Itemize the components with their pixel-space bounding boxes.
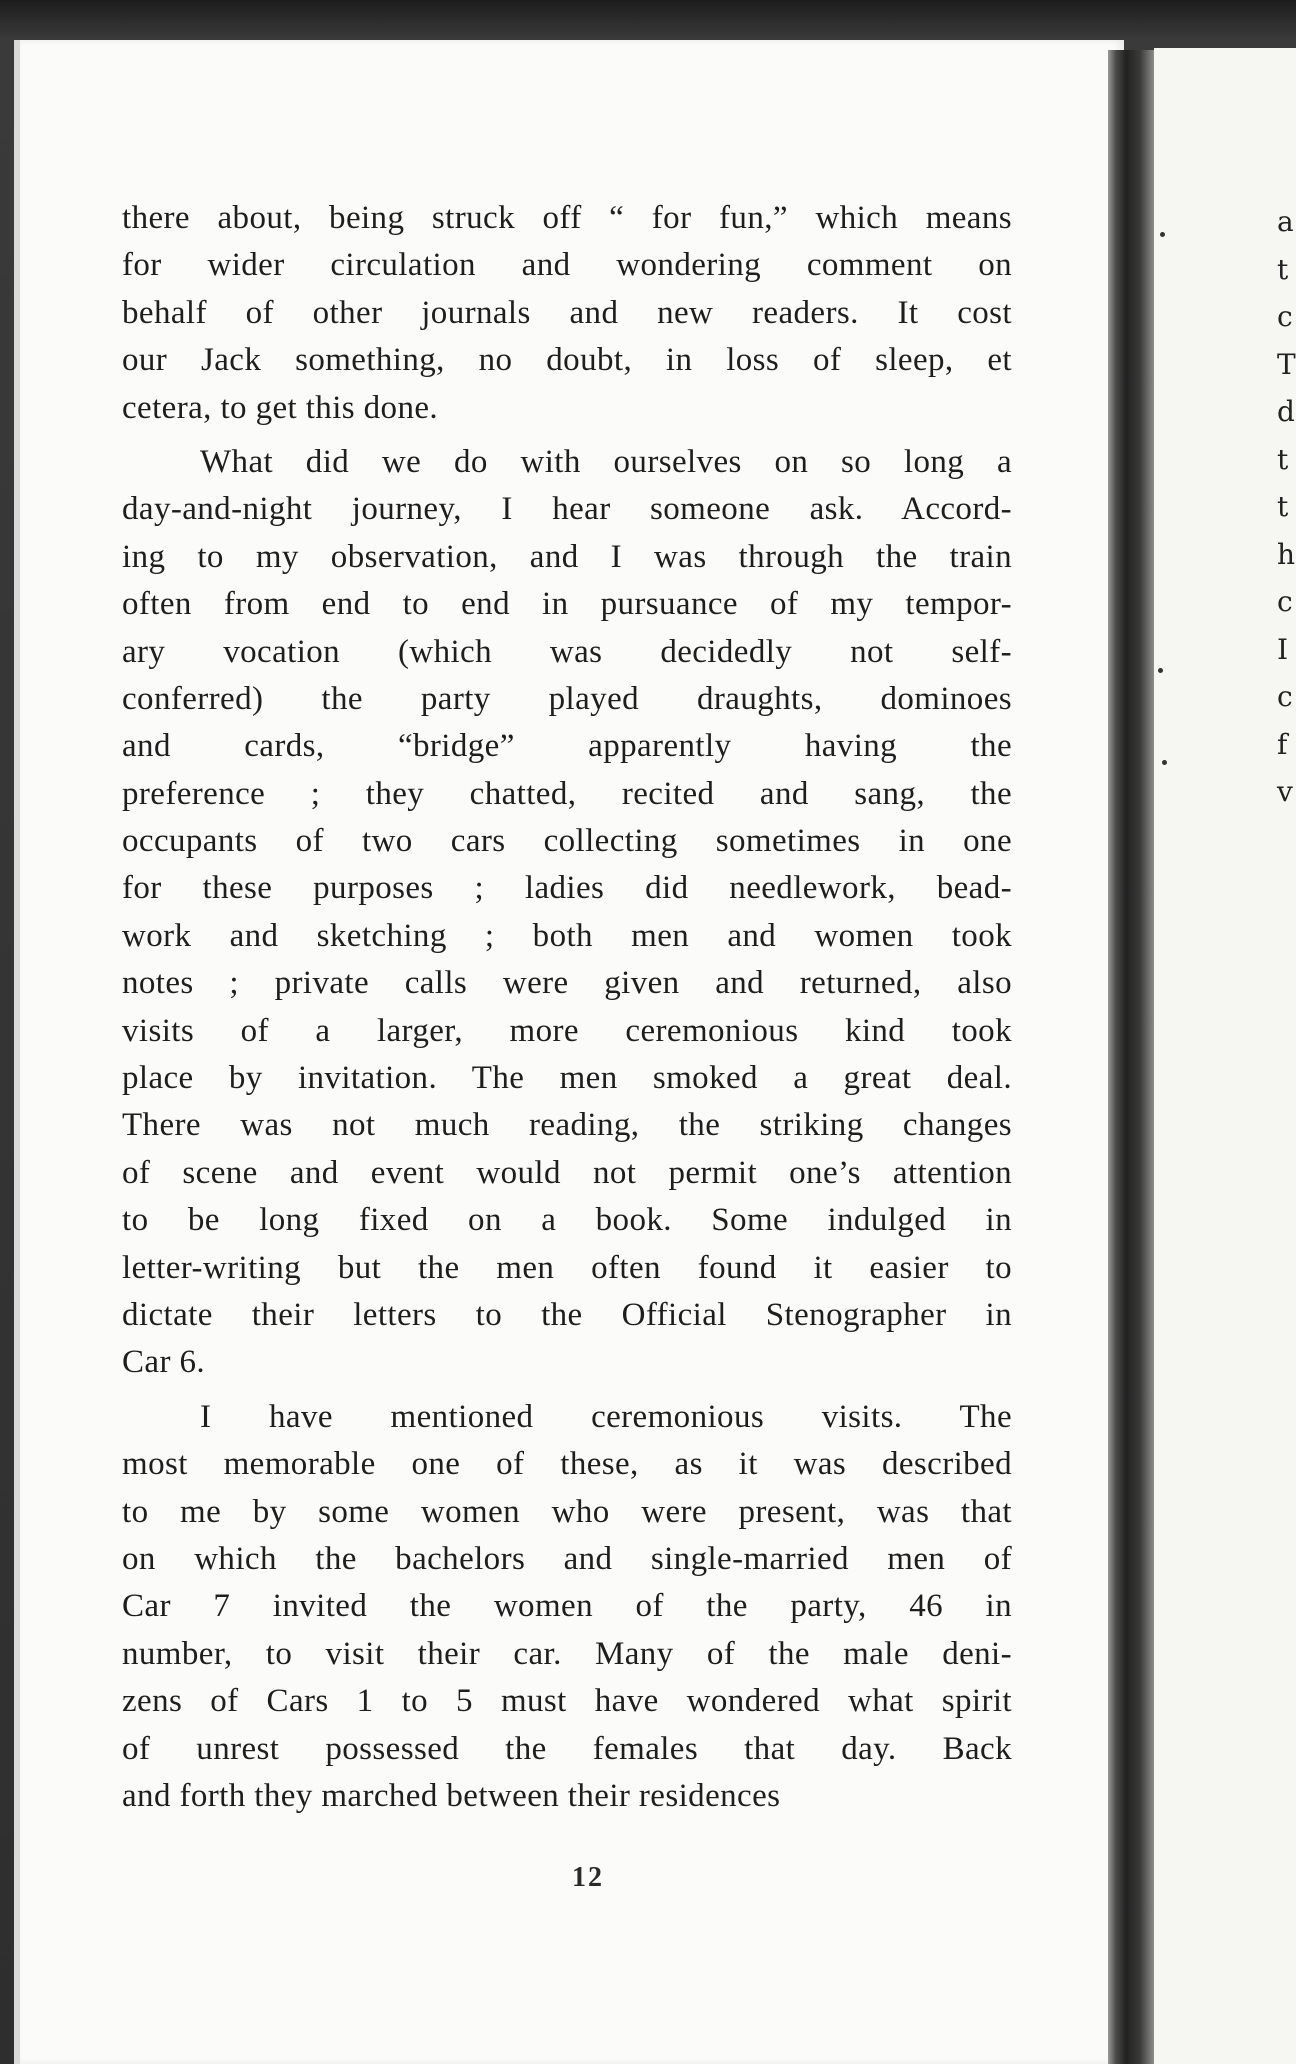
text-line: preference ; they chatted, recited and sang, the — [122, 775, 1012, 812]
text-line: for these purposes ; ladies did needlework, bead- — [122, 870, 1012, 907]
facing-page-letter: a — [1277, 205, 1294, 238]
paragraph — [122, 195, 1012, 432]
right-page-edge — [1154, 48, 1296, 2064]
text-line: Car 6. — [122, 1344, 206, 1381]
text-line: dictate their letters to the Official Stenographer in — [122, 1296, 1012, 1333]
text-line: visits of a larger, more ceremonious kind took — [122, 1012, 1012, 1049]
facing-page-letter: f — [1277, 727, 1288, 761]
text-line: to be long fixed on a book. Some indulged in — [122, 1202, 1012, 1239]
text-line: day-and-night journey, I hear someone ask. Accord- — [122, 491, 1012, 528]
facing-page-letter: d — [1277, 395, 1295, 428]
facing-page-letter: T — [1277, 347, 1296, 381]
text-line: I have mentioned ceremonious visits. The — [200, 1398, 1012, 1435]
text-line: and cards, “bridge” apparently having the — [122, 728, 1012, 765]
text-line: ing to my observation, and I was through the train — [122, 538, 1012, 575]
text-line: often from end to end in pursuance of my tempor- — [122, 586, 1012, 623]
facing-page-letter: t — [1277, 490, 1289, 523]
text-line: our Jack something, no doubt, in loss of sleep, et — [122, 342, 1012, 379]
facing-page-letter: h — [1277, 537, 1296, 571]
text-line: Car 7 invited the women of the party, 46 in — [122, 1588, 1012, 1625]
text-line: occupants of two cars collecting sometimes in one — [122, 823, 1012, 860]
facing-page-letter: c — [1277, 585, 1293, 618]
text-line: conferred) the party played draughts, dominoes — [122, 680, 1012, 717]
book-gutter — [1108, 50, 1154, 2064]
facing-page-letter: c — [1277, 300, 1293, 333]
paragraph — [122, 1394, 1012, 1821]
text-line: zens of Cars 1 to 5 must have wondered what spirit — [122, 1683, 1012, 1720]
text-line: and forth they marched between their residences — [122, 1777, 781, 1814]
text-line: letter-writing but the men often found it easier to — [122, 1249, 1012, 1286]
dust-speck — [1158, 668, 1163, 673]
text-line: There was not much reading, the striking changes — [122, 1107, 1012, 1144]
facing-page-letter: I — [1277, 632, 1289, 666]
text-line: there about, being struck off “ for fun,” which means — [122, 200, 1012, 236]
text-line: place by invitation. The men smoked a great deal. — [122, 1060, 1012, 1097]
body-text — [122, 195, 1012, 1820]
text-line: ary vocation (which was decidedly not self- — [122, 633, 1012, 670]
text-line: of unrest possessed the females that day. Back — [122, 1730, 1012, 1767]
facing-page-letter: v — [1277, 775, 1293, 808]
dust-speck — [1160, 232, 1165, 237]
paragraph — [122, 439, 1012, 1387]
page-number: 12 — [572, 1862, 604, 1893]
facing-page-letter: c — [1277, 680, 1293, 713]
facing-page-text-fragment — [1277, 198, 1296, 816]
text-line: to me by some women who were present, was that — [122, 1493, 1012, 1530]
text-line: notes ; private calls were given and returned, also — [122, 965, 1012, 1002]
text-line: most memorable one of these, as it was described — [122, 1446, 1012, 1483]
text-line: work and sketching ; both men and women took — [122, 917, 1012, 954]
text-line: cetera, to get this done. — [122, 389, 439, 426]
dust-speck — [1162, 760, 1167, 765]
text-line: for wider circulation and wondering comment on — [122, 247, 1012, 284]
text-line: on which the bachelors and single-married men of — [122, 1540, 1012, 1577]
facing-page-letter: t — [1277, 442, 1289, 476]
text-line: What did we do with ourselves on so long a — [200, 443, 1012, 480]
facing-page-letter: t — [1277, 252, 1289, 286]
text-line: number, to visit their car. Many of the male deni- — [122, 1635, 1012, 1672]
text-line: behalf of other journals and new readers. It cost — [122, 294, 1012, 331]
text-line: of scene and event would not permit one’s attention — [122, 1154, 1012, 1191]
